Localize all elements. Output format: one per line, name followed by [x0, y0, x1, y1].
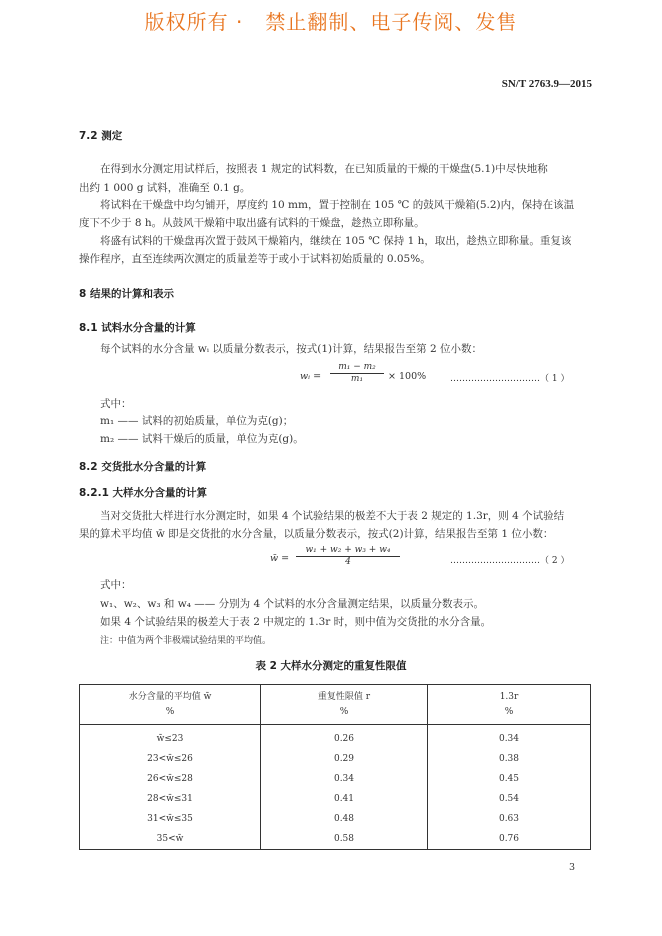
table-row [80, 829, 591, 850]
header-label: 1.3r [499, 691, 519, 702]
definition-line: m₂ —— 试料干燥后的质量，单位为克(g)。 [100, 433, 304, 445]
table-cell: 0.58 [261, 829, 428, 850]
watermark-banner: 版权所有 · 禁止翻制、电子传阅、发售 [144, 10, 518, 34]
header-unit: % [504, 706, 514, 717]
table-row [80, 769, 591, 789]
table-cell: 28<w̄≤31 [80, 789, 261, 809]
table-cell: 0.63 [428, 809, 591, 829]
section-8-2-1-title: 8.2.1 大样水分含量的计算 [79, 487, 208, 499]
equation-numerator: m₁ − m₂ [330, 362, 384, 374]
equation-numerator: w₁ + w₂ + w₃ + w₄ [296, 545, 400, 557]
paragraph-line: 将盛有试料的干燥盘再次置于鼓风干燥箱内，继续在 105 ℃ 保持 1 h，取出，趁热立即称量。重复该 [100, 235, 572, 247]
equation-fraction [296, 545, 400, 567]
table-cell: 0.29 [261, 749, 428, 769]
paragraph-line: 果的算术平均值 w̄ 即是交货批的水分含量，以质量分数表示，按式(2)计算，结果报告至第 1 位小数： [79, 528, 554, 540]
paragraph-line: 在得到水分测定用试样后，按照表 1 规定的试料数，在已知质量的干燥的干燥盘(5.1)中尽快地称 [100, 163, 548, 175]
header-unit: % [339, 706, 349, 717]
definition-line: m₁ —— 试料的初始质量，单位为克(g)； [100, 415, 294, 427]
repeatability-table [79, 684, 591, 850]
table-header-cell [80, 685, 261, 725]
equation-denominator: 4 [345, 557, 351, 567]
table-cell: w̄≤23 [80, 725, 261, 750]
table-cell: 0.76 [428, 829, 591, 850]
paragraph-line: 如果 4 个试验结果的极差大于表 2 中规定的 1.3r 时，则中值为交货批的水分含量。 [100, 616, 492, 628]
table-cell: 0.48 [261, 809, 428, 829]
table-cell: 0.45 [428, 769, 591, 789]
note-text: 注：中值为两个非极端试验结果的平均值。 [100, 636, 272, 646]
table-cell: 26<w̄≤28 [80, 769, 261, 789]
header-label: 水分含量的平均值 w̄ [128, 691, 212, 702]
header-label: 重复性限值 r [317, 691, 371, 702]
definition-line: w₁、w₂、w₃ 和 w₄ —— 分别为 4 个试料的水分含量测定结果，以质量分数表示。 [100, 598, 484, 610]
equation-lhs: wᵢ = [300, 371, 322, 382]
equation-number: …………………………（ 2 ） [450, 556, 570, 566]
table-header-cell [428, 685, 591, 725]
table-caption: 表 2 大样水分测定的重复性限值 [255, 660, 407, 672]
table-row [80, 809, 591, 829]
section-7-2-title: 7.2 测定 [79, 130, 123, 142]
paragraph-line: 每个试料的水分含量 wᵢ 以质量分数表示，按式(1)计算，结果报告至第 2 位小数： [100, 343, 483, 355]
equation-fraction [330, 362, 384, 384]
table-row [80, 725, 591, 750]
section-8-1-title: 8.1 试料水分含量的计算 [79, 322, 196, 334]
table-cell: 0.41 [261, 789, 428, 809]
section-8-2-title: 8.2 交货批水分含量的计算 [79, 461, 207, 473]
where-label: 式中： [100, 398, 132, 410]
equation-number: …………………………（ 1 ） [450, 374, 570, 384]
equation-tail: × 100% [388, 371, 427, 382]
table-cell: 0.34 [261, 769, 428, 789]
table-cell: 0.38 [428, 749, 591, 769]
table-row [80, 749, 591, 769]
table-row [80, 789, 591, 809]
paragraph-line: 度下不少于 8 h。从鼓风干燥箱中取出盛有试料的干燥盘，趁热立即称量。 [79, 217, 425, 229]
table-cell: 0.34 [428, 725, 591, 750]
table-cell: 35<w̄ [80, 829, 261, 850]
table-cell: 0.54 [428, 789, 591, 809]
paragraph-line: 操作程序，直至连续两次测定的质量差等于或小于试料初始质量的 0.05%。 [79, 253, 431, 265]
section-8-title: 8 结果的计算和表示 [79, 288, 174, 300]
paragraph-line: 将试料在干燥盘中均匀铺开，厚度约 10 mm，置于控制在 105 ℃ 的鼓风干燥箱(5.2)内，保持在该温 [100, 199, 575, 211]
table-cell: 23<w̄≤26 [80, 749, 261, 769]
table-cell: 31<w̄≤35 [80, 809, 261, 829]
paragraph-line: 当对交货批大样进行水分测定时，如果 4 个试验结果的极差不大于表 2 规定的 1.3r，则 4 个试验结 [100, 510, 565, 522]
equation-lhs: w̄ = [270, 553, 290, 564]
where-label: 式中： [100, 579, 132, 591]
table-header-cell [261, 685, 428, 725]
header-unit: % [165, 706, 175, 717]
equation-denominator: m₁ [350, 374, 364, 384]
table-cell: 0.26 [261, 725, 428, 750]
page-number: 3 [569, 862, 576, 873]
paragraph-line: 出约 1 000 g 试料，准确至 0.1 g。 [79, 182, 251, 194]
standard-number: SN/T 2763.9—2015 [501, 78, 592, 90]
